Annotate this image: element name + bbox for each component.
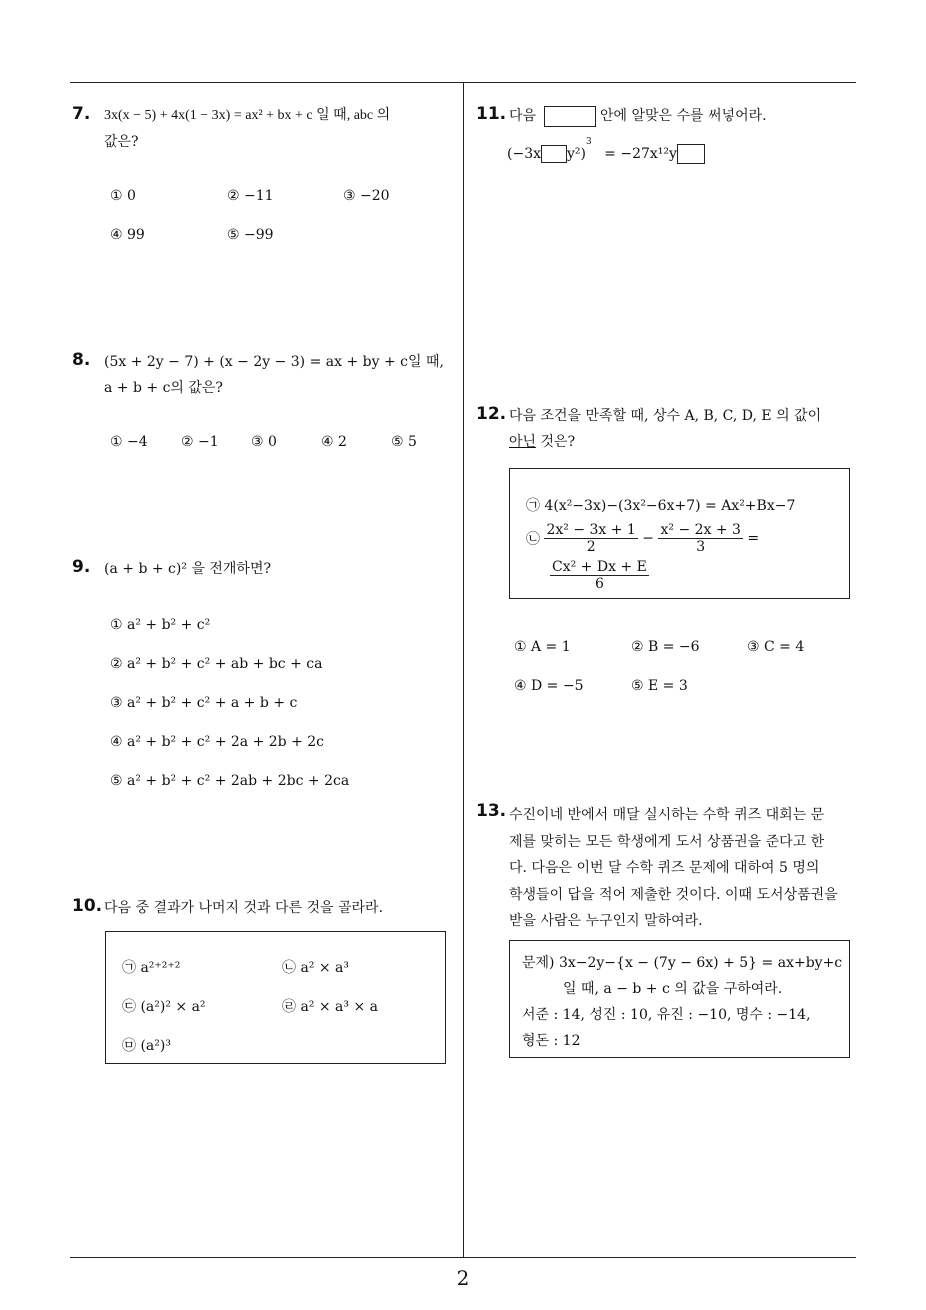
q7-text-line1: 3x(x − 5) + 4x(1 − 3x) = ax² + bx + c 일 때, abc 의 <box>104 108 391 123</box>
q13-box-line-4: 형돈 : 12 <box>522 1033 581 1049</box>
q11-blank-box[interactable] <box>544 106 596 127</box>
q11-number: 11. <box>476 104 507 124</box>
q8-option-1[interactable]: ① −4 <box>110 434 148 450</box>
q9-option-5[interactable]: ⑤ a² + b² + c² + 2ab + 2bc + 2ca <box>110 773 350 789</box>
q12-frac1-denominator: 2 <box>586 539 596 555</box>
q13-line-5: 받을 사람은 누구인지 말하여라. <box>509 913 703 929</box>
q10-item-e: ㉤ (a²)³ <box>122 1038 171 1054</box>
q11-text-before: 다음 <box>509 108 537 124</box>
q12-frac1-numerator: 2x² − 3x + 1 <box>546 522 636 538</box>
q11-eq-left: (−3x <box>507 146 541 162</box>
q8-option-5[interactable]: ⑤ 5 <box>391 434 417 450</box>
q7-option-4[interactable]: ④ 99 <box>110 227 145 243</box>
bottom-rule <box>70 1257 856 1258</box>
q12-number: 12. <box>476 404 507 424</box>
q12-condition-1: ㉠ 4(x²−3x)−(3x²−6x+7) = Ax²+Bx−7 <box>526 498 796 514</box>
q11-blank-x-exponent[interactable] <box>541 145 567 163</box>
q8-option-3[interactable]: ③ 0 <box>251 434 277 450</box>
q11-equation <box>507 137 705 172</box>
column-divider <box>463 82 464 1257</box>
q10-item-a: ㉠ a²⁺²⁺² <box>122 960 181 976</box>
q12-frac3-numerator: Cx² + Dx + E <box>552 559 647 575</box>
q12-fraction-1 <box>544 522 637 555</box>
q8-text-line2: a + b + c의 값은? <box>104 380 223 396</box>
q12-frac2-numerator: x² − 2x + 3 <box>660 522 741 538</box>
q7-option-5[interactable]: ⑤ −99 <box>227 227 274 243</box>
q12-option-5[interactable]: ⑤ E = 3 <box>631 678 688 694</box>
q9-number: 9. <box>72 557 91 577</box>
q10-number: 10. <box>72 896 103 916</box>
q11-eq-right: = −27x¹²y <box>604 146 677 162</box>
q9-option-3[interactable]: ③ a² + b² + c² + a + b + c <box>110 695 298 711</box>
q13-box-line-2: 일 때, a − b + c 의 값을 구하여라. <box>563 981 783 997</box>
q13-line-1: 수진이네 반에서 매달 실시하는 수학 퀴즈 대회는 문 <box>509 807 825 823</box>
q12-condition-2 <box>526 522 759 555</box>
q12-fraction-2 <box>658 522 742 555</box>
q12-condition-2-label: ㉡ <box>526 531 540 548</box>
q7-option-1[interactable]: ① 0 <box>110 188 136 204</box>
q12-option-4[interactable]: ④ D = −5 <box>514 678 584 694</box>
q9-option-1[interactable]: ① a² + b² + c² <box>110 617 211 633</box>
q10-item-b: ㉡ a² × a³ <box>282 960 349 976</box>
q10-text: 다음 중 결과가 나머지 것과 다른 것을 골라라. <box>104 900 384 916</box>
page-number: 2 <box>456 1266 470 1290</box>
q12-frac2-denominator: 3 <box>696 539 706 555</box>
q12-option-3[interactable]: ③ C = 4 <box>747 639 805 655</box>
q10-item-d: ㉣ a² × a³ × a <box>282 999 378 1015</box>
q8-option-4[interactable]: ④ 2 <box>321 434 347 450</box>
q13-line-3: 다. 다음은 이번 달 수학 퀴즈 문제에 대하여 5 명의 <box>509 860 820 876</box>
q12-frac3-denominator: 6 <box>594 576 604 592</box>
q11-blank-y-exponent[interactable] <box>677 144 705 164</box>
q11-text-after: 안에 알맞은 수를 써넣어라. <box>600 108 767 124</box>
q9-option-2[interactable]: ② a² + b² + c² + ab + bc + ca <box>110 656 323 672</box>
q12-text-line1: 다음 조건을 만족할 때, 상수 A, B, C, D, E 의 값이 <box>509 408 822 424</box>
q7-text-line2: 값은? <box>104 134 139 150</box>
q12-fraction-3 <box>550 559 649 592</box>
q12-equals: = <box>747 530 760 547</box>
q7-option-2[interactable]: ② −11 <box>227 188 274 204</box>
q8-number: 8. <box>72 350 91 370</box>
q9-option-4[interactable]: ④ a² + b² + c² + 2a + 2b + 2c <box>110 734 325 750</box>
q10-item-c: ㉢ (a²)² × a² <box>122 999 206 1015</box>
q13-box-line-3: 서준 : 14, 성진 : 10, 유진 : −10, 명수 : −14, <box>522 1007 811 1023</box>
q7-number: 7. <box>72 104 91 124</box>
q12-option-2[interactable]: ② B = −6 <box>631 639 700 655</box>
q11-eq-mid: y²) <box>567 146 586 162</box>
q13-line-4: 학생들이 답을 적어 제출한 것이다. 이때 도서상품권을 <box>509 886 838 903</box>
q7-option-3[interactable]: ③ −20 <box>343 188 390 204</box>
q12-minus: − <box>642 530 655 547</box>
q13-body <box>509 802 859 935</box>
q12-underlined-word: 아닌 <box>509 434 537 450</box>
q11-eq-outer-exponent: 3 <box>585 137 592 148</box>
q8-text-line1: (5x + 2y − 7) + (x − 2y − 3) = ax + by + c일 때, <box>104 354 444 370</box>
q12-option-1[interactable]: ① A = 1 <box>514 639 571 655</box>
q9-text: (a + b + c)² 을 전개하면? <box>104 561 271 577</box>
q13-line-2: 제를 맞히는 모든 학생에게 도서 상품권을 준다고 한 <box>509 833 825 850</box>
q13-box-line-1: 문제) 3x−2y−{x − (7y − 6x) + 5} = ax+by+c <box>522 955 843 971</box>
q12-text-line2-rest: 것은? <box>540 434 576 450</box>
q13-number: 13. <box>476 801 507 821</box>
q8-option-2[interactable]: ② −1 <box>181 434 219 450</box>
q12-text-line2 <box>509 431 575 453</box>
